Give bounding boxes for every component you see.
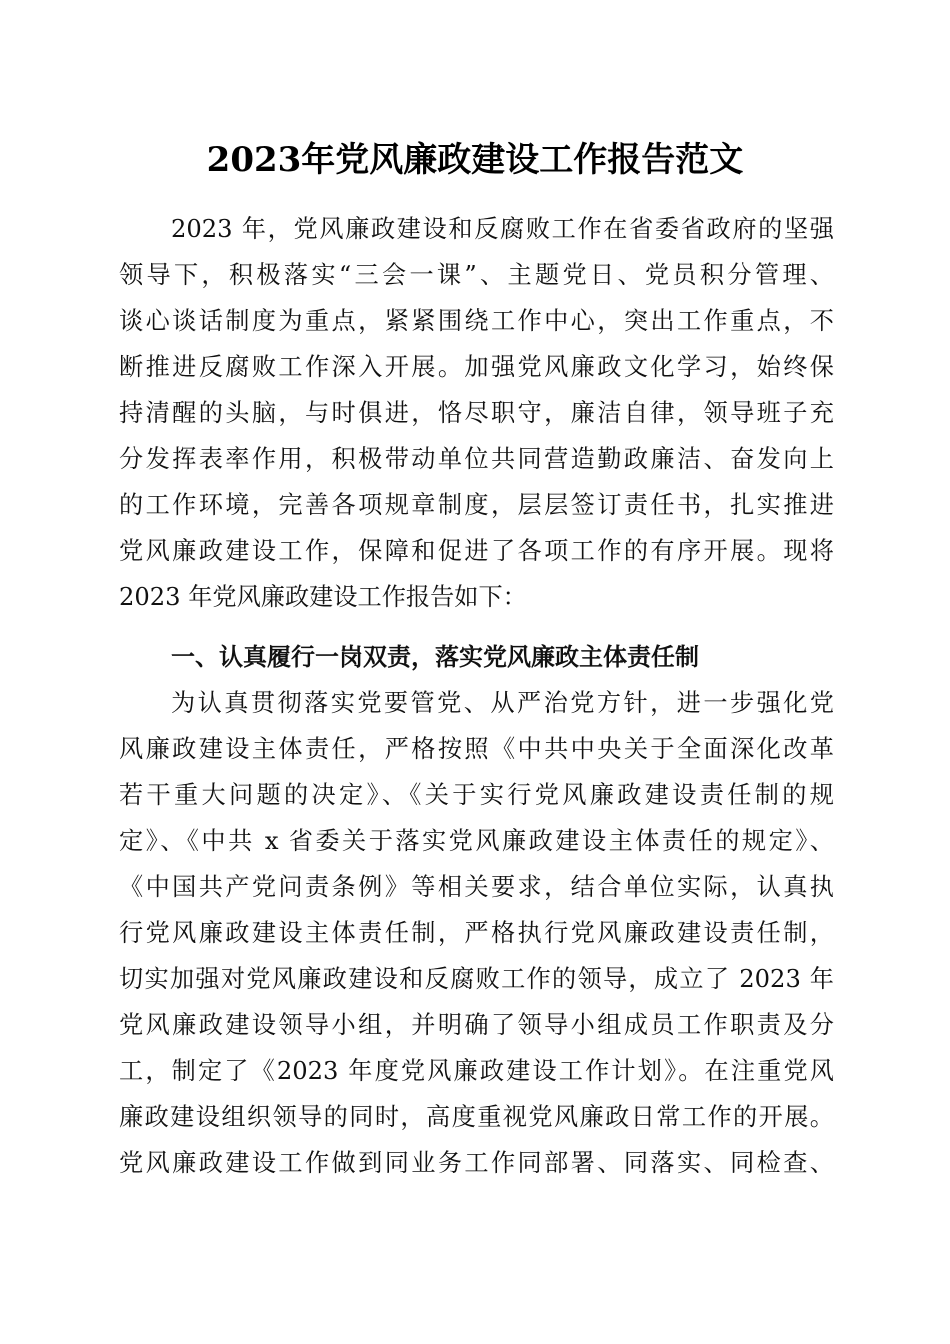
paragraph-line: 领导下，积极落实“三会一课”、主题党日、党员积分管理、 xyxy=(119,261,834,289)
paragraph-line: 《中国共产党问责条例》等相关要求，结合单位实际，认真执 xyxy=(119,873,834,901)
section-paragraph xyxy=(119,680,834,1186)
intro-paragraph xyxy=(119,206,834,620)
paragraph-line: 切实加强对党风廉政建设和反腐败工作的领导，成立了 2023 年 xyxy=(119,965,834,993)
paragraph-line: 党风廉政建设工作，保障和促进了各项工作的有序开展。现将 xyxy=(119,537,834,565)
document-title: 2023年党风廉政建设工作报告范文 xyxy=(206,140,744,180)
paragraph-line: 定》、《中共 x 省委关于落实党风廉政建设主体责任的规定》、 xyxy=(119,827,834,855)
paragraph-line: 持清醒的头脑，与时俱进，恪尽职守，廉洁自律，领导班子充 xyxy=(119,399,834,427)
section-heading-text: 一、认真履行一岗双责，落实党风廉政主体责任制 xyxy=(171,643,699,671)
paragraph-line: 行党风廉政建设主体责任制，严格执行党风廉政建设责任制， xyxy=(119,919,834,947)
paragraph-line: 分发挥表率作用，积极带动单位共同营造勤政廉洁、奋发向上 xyxy=(119,445,834,473)
paragraph-line: 为认真贯彻落实党要管党、从严治党方针，进一步强化党 xyxy=(171,689,834,717)
paragraph-line: 断推进反腐败工作深入开展。加强党风廉政文化学习，始终保 xyxy=(119,353,834,381)
paragraph-line: 若干重大问题的决定》、《关于实行党风廉政建设责任制的规 xyxy=(119,781,834,809)
paragraph-line: 风廉政建设主体责任，严格按照《中共中央关于全面深化改革 xyxy=(119,735,834,763)
paragraph-line: 的工作环境，完善各项规章制度，层层签订责任书，扎实推进 xyxy=(119,491,834,519)
paragraph-line: 2023 年党风廉政建设工作报告如下： xyxy=(119,583,527,611)
paragraph-line: 谈心谈话制度为重点，紧紧围绕工作中心，突出工作重点，不 xyxy=(119,307,834,335)
paragraph-line: 2023 年，党风廉政建设和反腐败工作在省委省政府的坚强 xyxy=(171,215,834,243)
paragraph-line: 工，制定了《2023 年度党风廉政建设工作计划》。在注重党风 xyxy=(119,1057,834,1085)
paragraph-line: 廉政建设组织领导的同时，高度重视党风廉政日常工作的开展。 xyxy=(119,1103,834,1131)
paragraph-line: 党风廉政建设工作做到同业务工作同部署、同落实、同检查、 xyxy=(119,1149,834,1177)
paragraph-line: 党风廉政建设领导小组，并明确了领导小组成员工作职责及分 xyxy=(119,1011,834,1039)
section-heading xyxy=(119,634,834,680)
